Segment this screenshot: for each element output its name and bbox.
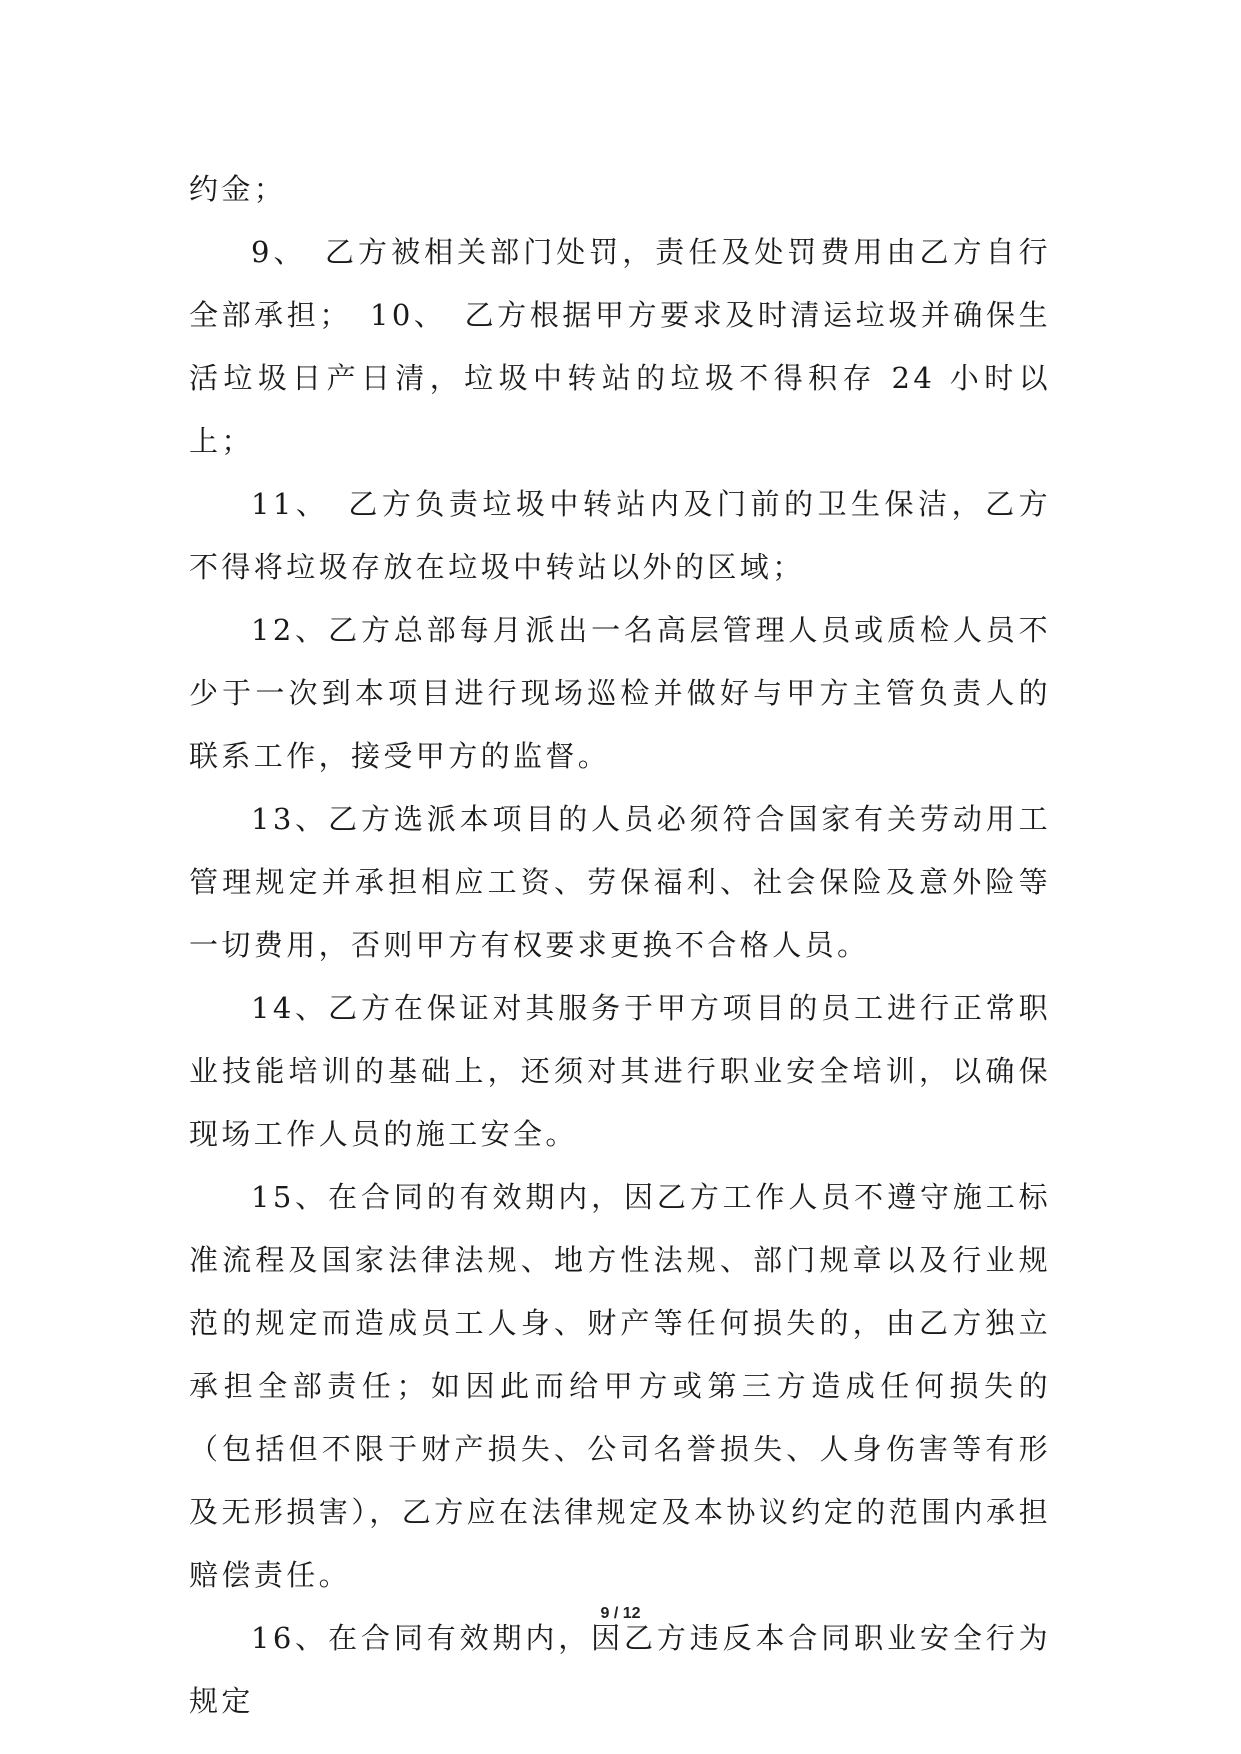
- paragraph-clause-9-10: 9、 乙方被相关部门处罚，责任及处罚费用由乙方自行全部承担； 10、 乙方根据甲方要求及时清运垃圾并确保生活垃圾日产日清，垃圾中转站的垃圾不得积存 24 小时以上；: [189, 235, 1051, 458]
- paragraph-clause-15: 15、在合同的有效期内，因乙方工作人员不遵守施工标准流程及国家法律法规、地方性法规、部门规章以及行业规范的规定而造成员工人身、财产等任何损失的，由乙方独立承担全部责任；如因此而给甲方或第三方造成任何损失的（包括但不限于财产损失、公司名誉损失、人身伤害等有形及无形损害），乙方应在法律规定及本协议约定的范围内承担赔偿责任。: [189, 1180, 1051, 1592]
- document-body: [189, 158, 1051, 1733]
- paragraph-continuation: 约金；: [189, 172, 287, 206]
- paragraph-clause-13: 13、乙方选派本项目的人员必须符合国家有关劳动用工管理规定并承担相应工资、劳保福利、社会保险及意外险等一切费用，否则甲方有权要求更换不合格人员。: [189, 802, 1051, 962]
- paragraph-clause-14: 14、乙方在保证对其服务于甲方项目的员工进行正常职业技能培训的基础上，还须对其进行职业安全培训，以确保现场工作人员的施工安全。: [189, 991, 1051, 1151]
- page-number: 9 / 12: [600, 1605, 641, 1622]
- paragraph-clause-11: 11、 乙方负责垃圾中转站内及门前的卫生保洁，乙方不得将垃圾存放在垃圾中转站以外的区域；: [189, 487, 1051, 584]
- paragraph-clause-16: 16、在合同有效期内，因乙方违反本合同职业安全行为规定: [189, 1621, 1051, 1718]
- paragraph-clause-12: 12、乙方总部每月派出一名高层管理人员或质检人员不少于一次到本项目进行现场巡检并做好与甲方主管负责人的联系工作，接受甲方的监督。: [189, 613, 1051, 773]
